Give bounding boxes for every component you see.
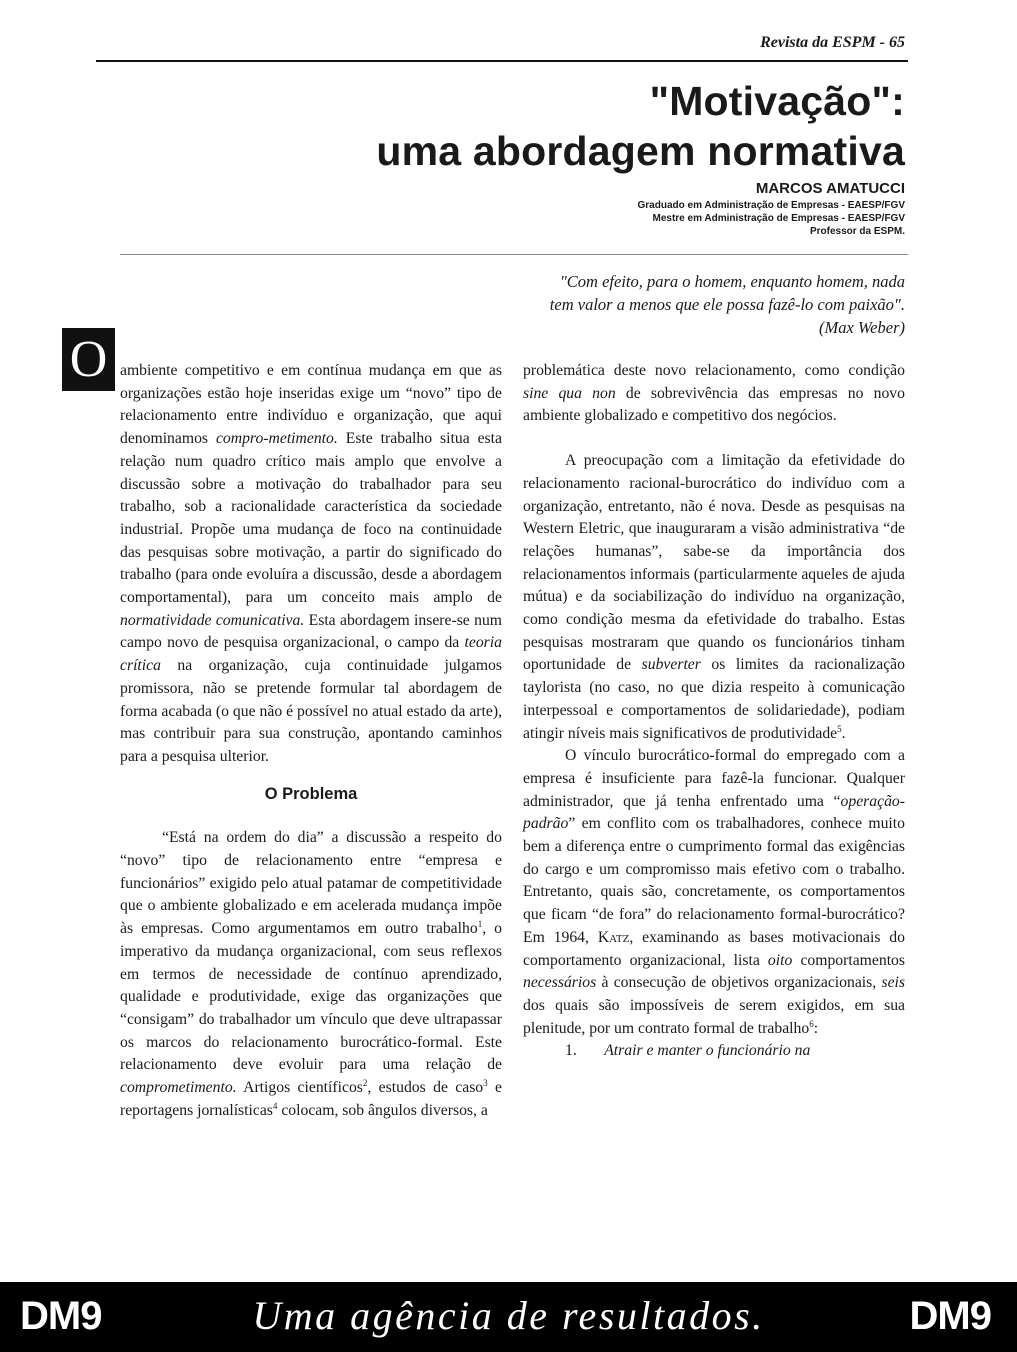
footnote-ref: 3: [483, 1077, 488, 1088]
paragraph-gap: [523, 428, 905, 450]
epigraph-line: tem valor a menos que ele possa fazê-lo com paixão".: [549, 295, 905, 314]
emphasis: operação-padrão: [523, 792, 905, 833]
emphasis: teoria crítica: [120, 634, 502, 675]
credential-line: Graduado em Administração de Empresas - EAESP/FGV: [637, 200, 905, 211]
author-credentials: [638, 199, 906, 238]
text-run: ” em conflito com os trabalhadores, conhece muito bem a diferença entre o cumprimento formal das exigências do cargo e um compromisso mais efetivo com o trabalho. Entretanto, quais são, concretamente, os comportamentos que ficam “de fora” do relacionamento formal-burocrático? Em 1964,: [523, 815, 905, 946]
text-run: , estudos de caso: [367, 1079, 484, 1097]
body-paragraph: [523, 450, 905, 745]
text-run: A preocupação com a limitação da efetividade do relacionamento racional-burocrático do indivíduo com a organização, entretanto, não é nova. Desde as pesquisas na Western Eletric, que inauguraram a visão administrativa “de relações humanas”, sabe-se da importância dos relacionamentos informais (particularmente aqueles de ajuda mútua) e da sociabilização do indivíduo na organização, como condição mesma da efetividade do trabalho. Estas pesquisas mostraram que quando os funcionários tinham oportunidade de: [523, 452, 905, 674]
emphasis: seis: [881, 974, 905, 992]
text-run: à consecução de objetivos organizacionais,: [596, 974, 882, 992]
body-paragraph: [523, 360, 905, 428]
text-run: dos quais são impossíveis de serem exigidos, em sua plenitude, por um contrato formal de trabalho: [523, 996, 905, 1037]
divider-rule: [120, 254, 908, 255]
epigraph-line: "Com efeito, para o homem, enquanto homem, nada: [559, 272, 905, 291]
right-column: [523, 360, 905, 1063]
text-run: O vínculo burocrático-formal do empregado com a empresa é insuficiente para fazê-la funcionar. Qualquer administrador, que já tenha enfrentado uma “: [523, 747, 905, 810]
left-column: [120, 360, 502, 1123]
footnote-ref: 5: [837, 723, 842, 734]
footnote-ref: 6: [809, 1018, 814, 1029]
text-run: :: [813, 1019, 819, 1037]
body-paragraph: [120, 827, 502, 1122]
dm9-logo-right: DM9: [909, 1294, 991, 1338]
text-run: comportamentos: [792, 951, 905, 969]
epigraph-attribution: (Max Weber): [819, 318, 905, 337]
emphasis: sine qua non: [523, 384, 616, 402]
running-head: Revista da ESPM - 65: [760, 34, 905, 51]
emphasis: necessários: [523, 974, 597, 992]
advertisement-footer: [0, 1282, 1017, 1352]
credential-line: Professor da ESPM.: [809, 226, 905, 237]
footnote-ref: 1: [477, 918, 483, 929]
section-heading: O Problema: [264, 784, 358, 803]
list-number: 1.: [565, 1042, 577, 1060]
text-run: “Está na ordem do dia” a discussão a respeito do “novo” tipo de relacionamento entre “empresa e funcionários” exigido pelo atual patamar de competitividade que o ambiente globalizado e em acelerada mudança impõe às empresas. Como argumentamos em outro trabalho: [120, 829, 502, 938]
text-run: .: [841, 724, 846, 742]
epigraph: [445, 270, 905, 339]
text-run: colocam, sob ângulos diversos, a: [277, 1101, 488, 1119]
emphasis: compro-metimento.: [215, 430, 338, 448]
intro-paragraph: [120, 360, 502, 769]
footnote-ref: 4: [272, 1100, 278, 1111]
title-line-2: uma abordagem normativa: [376, 128, 905, 174]
body-paragraph: [523, 745, 905, 1040]
text-run: os limites da racionalização taylorista (no caso, no que dizia respeito à comunicação interpessoal e comportamentos de solidariedade), podiam atingir níveis mais significativos de produtividade: [523, 656, 905, 742]
list-text: Atrair e manter o funcionário na: [604, 1042, 811, 1060]
dm9-logo-left: DM9: [20, 1294, 102, 1338]
ad-slogan: Uma agência de resultados.: [252, 1293, 765, 1338]
emphasis: comprometimento.: [120, 1079, 237, 1097]
list-item: [523, 1040, 905, 1063]
emphasis: normatividade comunicativa.: [120, 611, 305, 629]
credential-line: Mestre em Administração de Empresas - EAESP/FGV: [652, 213, 905, 224]
text-run: , examinando as bases motivacionais do comportamento organizacional, lista: [523, 928, 905, 969]
text-run: e reportagens jornalísticas: [120, 1079, 502, 1119]
text-run: Esta abordagem insere-se num campo novo de pesquisa organizacional, o campo da: [120, 611, 502, 652]
header-rule: [96, 60, 908, 62]
title-line-1: "Motivação":: [649, 78, 905, 124]
text-run: Este trabalho situa esta relação num quadro crítico mais amplo que envolve a discussão sobre a motivação do trabalhador para seu trabalho, sob a racionalidade característica da sociedade industrial. Propõe uma mudança de foco na continuidade das pesquisas sobre motivação, a partir do significado do trabalho (para onde evoluíra a discussão, desde a abordagem comportamental), para um conceito mais amplo de: [120, 430, 502, 607]
text-run: problemática deste novo relacionamento, como condição: [523, 362, 905, 379]
drop-cap: O: [62, 328, 115, 391]
article-title: [376, 76, 905, 176]
text-run: na organização, cuja continuidade julgamos promissora, não se pretende formular tal abordagem de forma acabada (o que não é possível no atual estado da arte), mas contribuir para sua construção, apontando caminhos para a pesquisa ulterior.: [120, 657, 502, 765]
text-run: , o imperativo da mudança organizacional, com seus reflexos em termos de necessidade de contínuo aprendizado, qualidade e produtividade, exige das organizações que “consigam” do trabalhador um vínculo que deve ultrapassar os marcos do relacionamento burocrático-formal. Este relacionamento deve evoluir para uma relação de: [120, 920, 503, 1074]
emphasis: subverter: [641, 656, 701, 674]
footnote-ref: 2: [362, 1077, 368, 1088]
author-name: MARCOS AMATUCCI: [755, 180, 905, 197]
emphasis: oito: [767, 951, 793, 969]
author-ref: Katz: [597, 928, 630, 946]
text-run: de sobrevivência das empresas no novo ambiente globalizado e competitivo dos negócios.: [523, 384, 905, 425]
text-run: ambiente competitivo e em contínua mudança em que as organizações estão hoje inseridas exige um “novo” tipo de relacionamento entre indivíduo e organização, que aqui denominamos: [120, 362, 502, 448]
text-run: Artigos científicos: [236, 1079, 363, 1097]
